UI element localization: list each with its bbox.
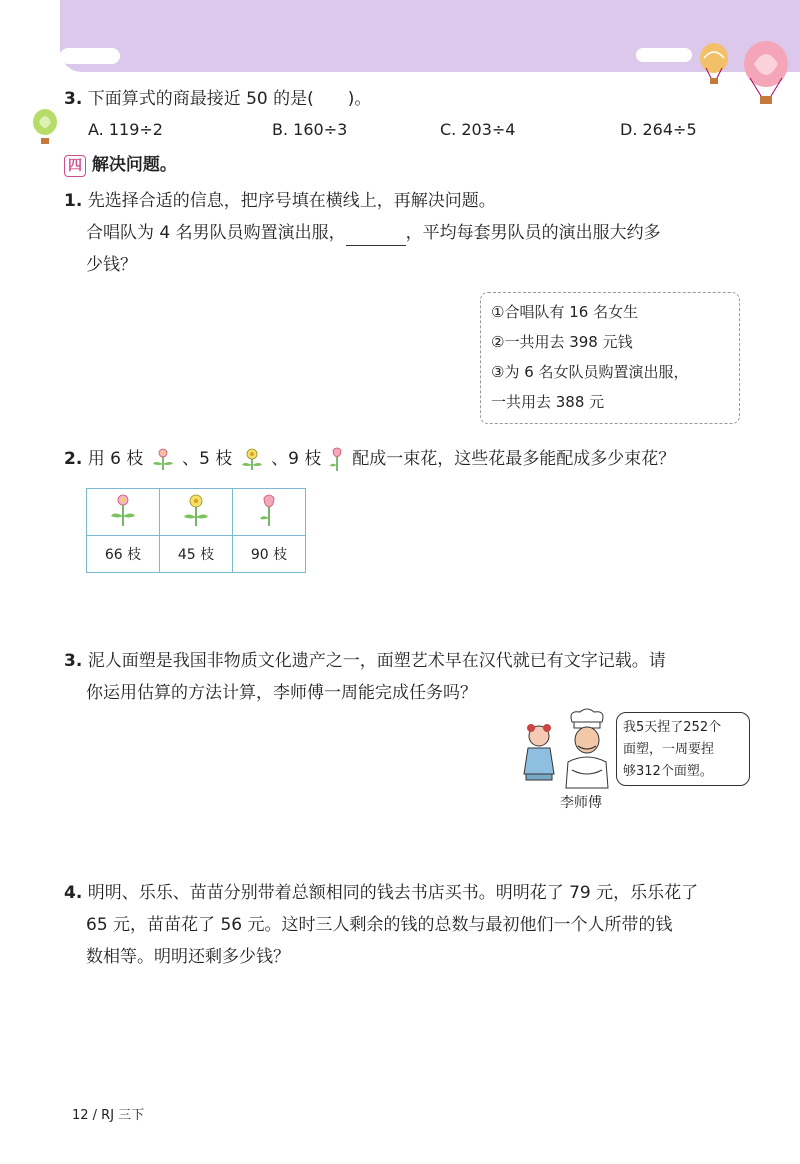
bubble-line: 我5天捏了252个 [623,720,722,735]
problem-text: 、5 枝 [182,449,233,469]
info-item-3-cont: 一共用去 388 元 [491,393,605,411]
section-title: 解决问题。 [91,155,177,175]
question-number: 3. [64,89,83,109]
problem-1-line3: 少钱？ [86,255,137,275]
answer-blank[interactable] [346,227,406,246]
problem-number: 2. [64,449,83,469]
problem-text: 配成一束花，这些花最多能配成多少束花？ [352,449,676,469]
info-item-2: ②一共用去 398 元钱 [491,333,633,351]
hot-air-balloon-icon [30,108,60,148]
table-cell [233,489,306,536]
problem-2-text [64,446,675,472]
problem-1-line2 [86,220,661,246]
question-3 [64,86,371,112]
option-a: A. 119÷2 [88,120,163,139]
tulip-icon [257,492,281,528]
info-box [480,292,740,424]
problem-number: 3. [64,651,83,671]
pink-flower-icon [108,492,138,528]
speech-bubble [616,712,750,786]
info-item-1: ①合唱队有 16 名女生 [491,303,639,321]
problem-text: 用 6 枝 [87,449,144,469]
problem-text: 先选择合适的信息，把序号填在横线上，再解决问题。 [87,191,496,211]
pink-flower-icon [149,446,177,472]
clay-figurine-illustration [518,722,560,782]
option-c: C. 203÷4 [440,120,516,139]
hot-air-balloon-icon [696,42,732,88]
problem-text: 明明、乐乐、苗苗分别带着总额相同的钱去书店买书。明明花了 79 元，乐乐花了 [87,883,699,903]
question-text: 下面算式的商最接近 50 的是( )。 [87,89,372,109]
problem-text: 、9 枝 [271,449,322,469]
problem-number: 1. [64,191,83,211]
header-banner [60,0,800,72]
yellow-flower-icon [181,492,211,528]
table-cell [160,489,233,536]
problem-4-line3: 数相等。明明还剩多少钱？ [86,947,290,967]
problem-4-line2: 65 元，苗苗花了 56 元。这时三人剩余的钱的总数与最初他们一个人所带的钱 [86,915,673,935]
yellow-flower-icon [238,446,266,472]
table-cell: 66 枝 [87,536,160,573]
section-badge: 四 [64,155,86,177]
option-b: B. 160÷3 [272,120,348,139]
table-cell [87,489,160,536]
cloud-decoration [60,48,120,64]
cloud-decoration [636,48,692,62]
table-cell: 45 枝 [160,536,233,573]
problem-text: 合唱队为 4 名男队员购置演出服， [86,223,346,243]
info-item-3: ③为 6 名女队员购置演出服， [491,363,689,381]
bubble-line: 面塑，一周要捏 [623,742,715,757]
problem-3-line1 [64,648,666,674]
problem-4-line1 [64,880,698,906]
hot-air-balloon-icon [740,40,792,110]
chef-caption: 李师傅 [560,795,602,811]
tulip-icon [327,446,347,472]
section-heading [64,152,177,178]
bubble-line: 够312个面塑。 [623,764,713,779]
problem-3-line2: 你运用估算的方法计算，李师傅一周能完成任务吗？ [86,683,477,703]
problem-text: ，平均每套男队员的演出服大约多 [405,223,661,243]
flower-count-table [86,488,306,573]
problem-number: 4. [64,883,83,903]
chef-illustration [558,708,616,790]
table-cell: 90 枝 [233,536,306,573]
problem-1-line1 [64,188,496,214]
problem-text: 泥人面塑是我国非物质文化遗产之一，面塑艺术早在汉代就已有文字记载。请 [87,651,666,671]
option-d: D. 264÷5 [620,120,697,139]
page-footer: 12 / RJ 三下 [72,1108,145,1123]
